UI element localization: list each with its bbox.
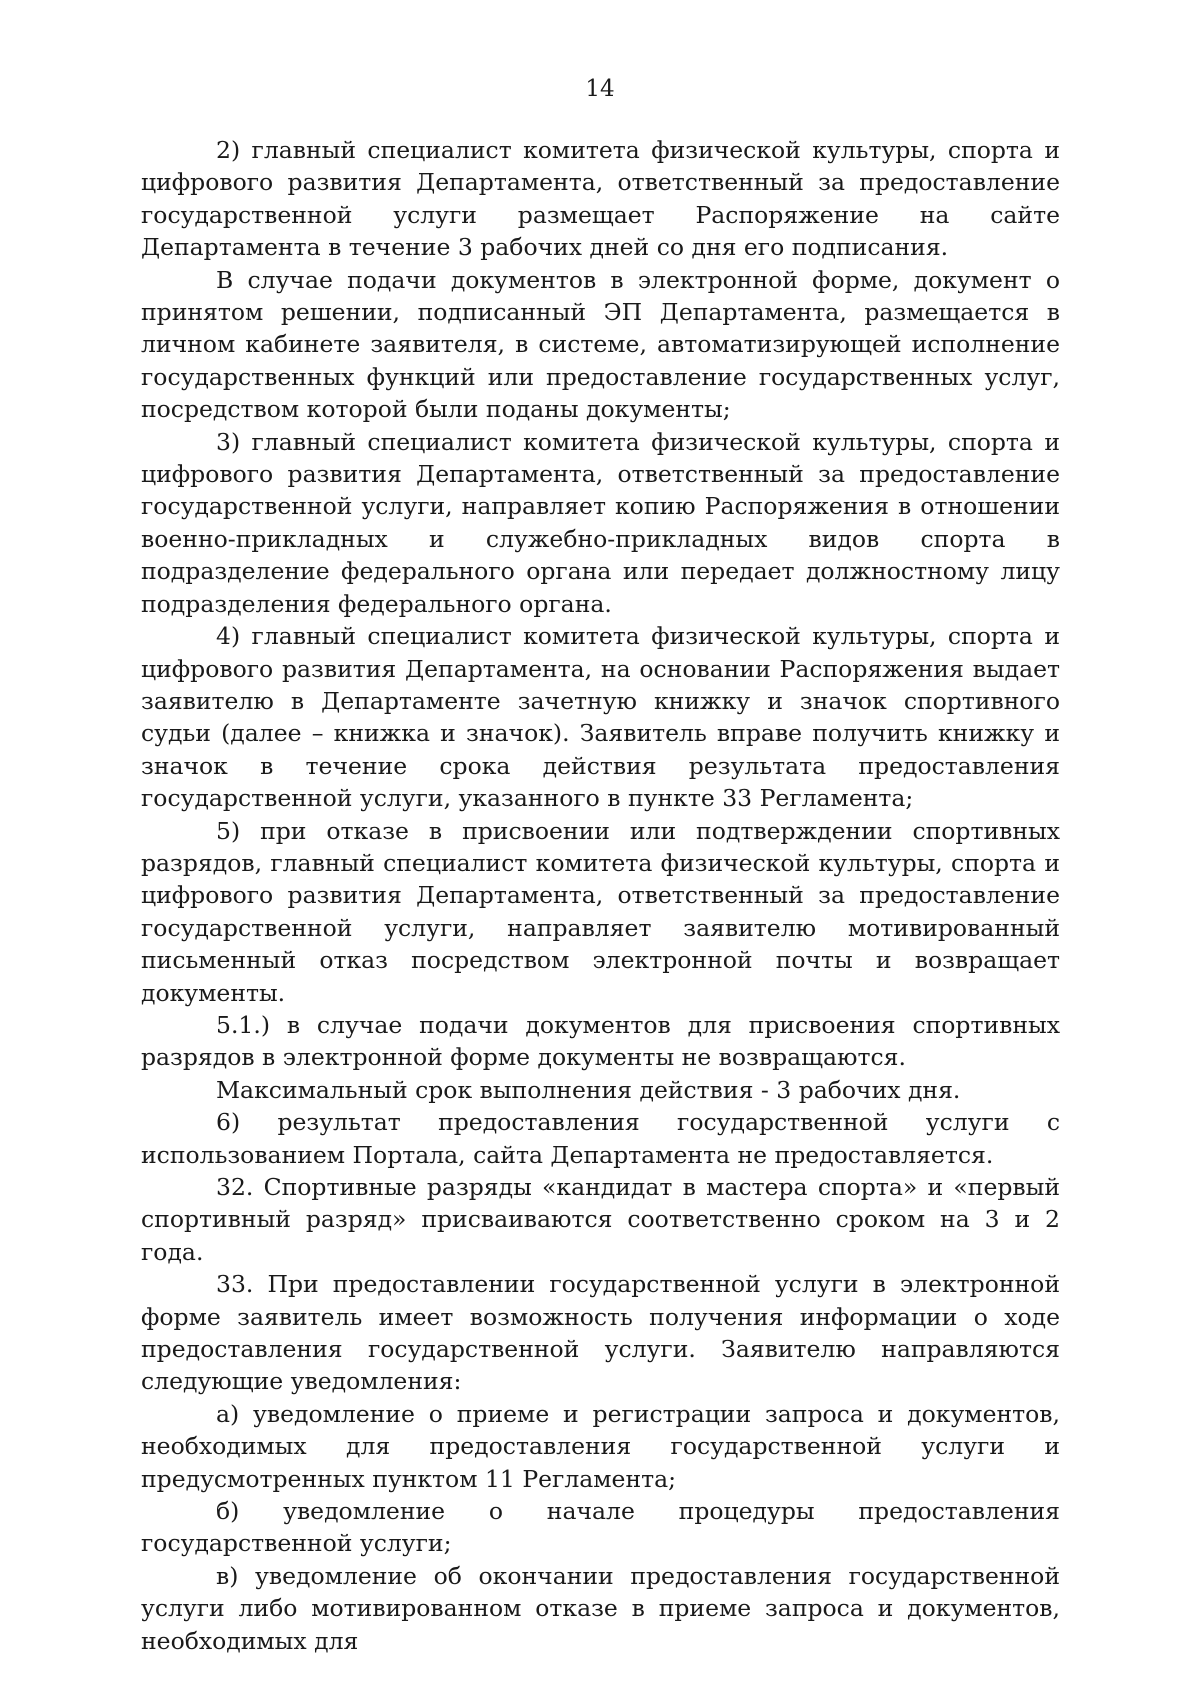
document-body [141, 134, 1060, 1657]
paragraph-item-5: 5) при отказе в присвоении или подтверждении спортивных разрядов, главный специалист комитета физической культуры, спорта и цифрового развития Департамента, ответственный за предоставление государственной услуги, направляет заявителю мотивированный письменный отказ посредством электронной почты и возвращает документы. [141, 816, 1060, 1007]
paragraph-item-6: 6) результат предоставления государственной услуги с использованием Портала, сайта Департамента не предоставляется. [141, 1108, 1060, 1169]
paragraph-notification-b: б) уведомление о начале процедуры предоставления государственной услуги; [141, 1497, 1060, 1558]
paragraph-item-2: 2) главный специалист комитета физической культуры, спорта и цифрового развития Департамента, ответственный за предоставление государственной услуги размещает Распоряжение на сайте Департамента в течение 3 рабочих дней со дня его подписания. [141, 136, 1060, 262]
paragraph-item-3: 3) главный специалист комитета физической культуры, спорта и цифрового развития Департамента, ответственный за предоставление государственной услуги, направляет копию Распоряжения в отношении военно-прикладных и служебно-прикладных видов спорта в подразделение федерального органа или передает должностному лицу подразделения федерального органа. [141, 427, 1060, 618]
paragraph-notification-a: а) уведомление о приеме и регистрации запроса и документов, необходимых для предоставления государственной услуги и предусмотренных пунктом 11 Регламента; [141, 1399, 1060, 1493]
paragraph-max-term: Максимальный срок выполнения действия - 3 рабочих дня. [216, 1075, 961, 1104]
paragraph-clause-33: 33. При предоставлении государственной услуги в электронной форме заявитель имеет возможность получения информации о ходе предоставления государственной услуги. Заявителю направляются следующие уведомления: [141, 1270, 1060, 1396]
page-number: 14 [585, 76, 615, 102]
paragraph-electronic-submission: В случае подачи документов в электронной форме, документ о принятом решении, подписанный ЭП Департамента, размещается в личном кабинете заявителя, в системе, автоматизирующей исполнение государственных функций или предоставление государственных услуг, посредством которой были поданы документы; [141, 265, 1060, 424]
paragraph-item-4: 4) главный специалист комитета физической культуры, спорта и цифрового развития Департамента, на основании Распоряжения выдает заявителю в Департаменте зачетную книжку и значок спортивного судьи (далее – книжка и значок). Заявитель вправе получить книжку и значок в течение срока действия результата предоставления государственной услуги, указанного в пункте 33 Регламента; [141, 622, 1060, 813]
paragraph-item-5-1: 5.1.) в случае подачи документов для присвоения спортивных разрядов в электронной форме документы не возвращаются. [141, 1010, 1060, 1072]
paragraph-notification-v: в) уведомление об окончании предоставления государственной услуги либо мотивированном отказе в приеме запроса и документов, необходимых для [141, 1561, 1060, 1655]
paragraph-clause-32: 32. Спортивные разряды «кандидат в мастера спорта» и «первый спортивный разряд» присваиваются соответственно сроком на 3 и 2 года. [141, 1173, 1060, 1266]
